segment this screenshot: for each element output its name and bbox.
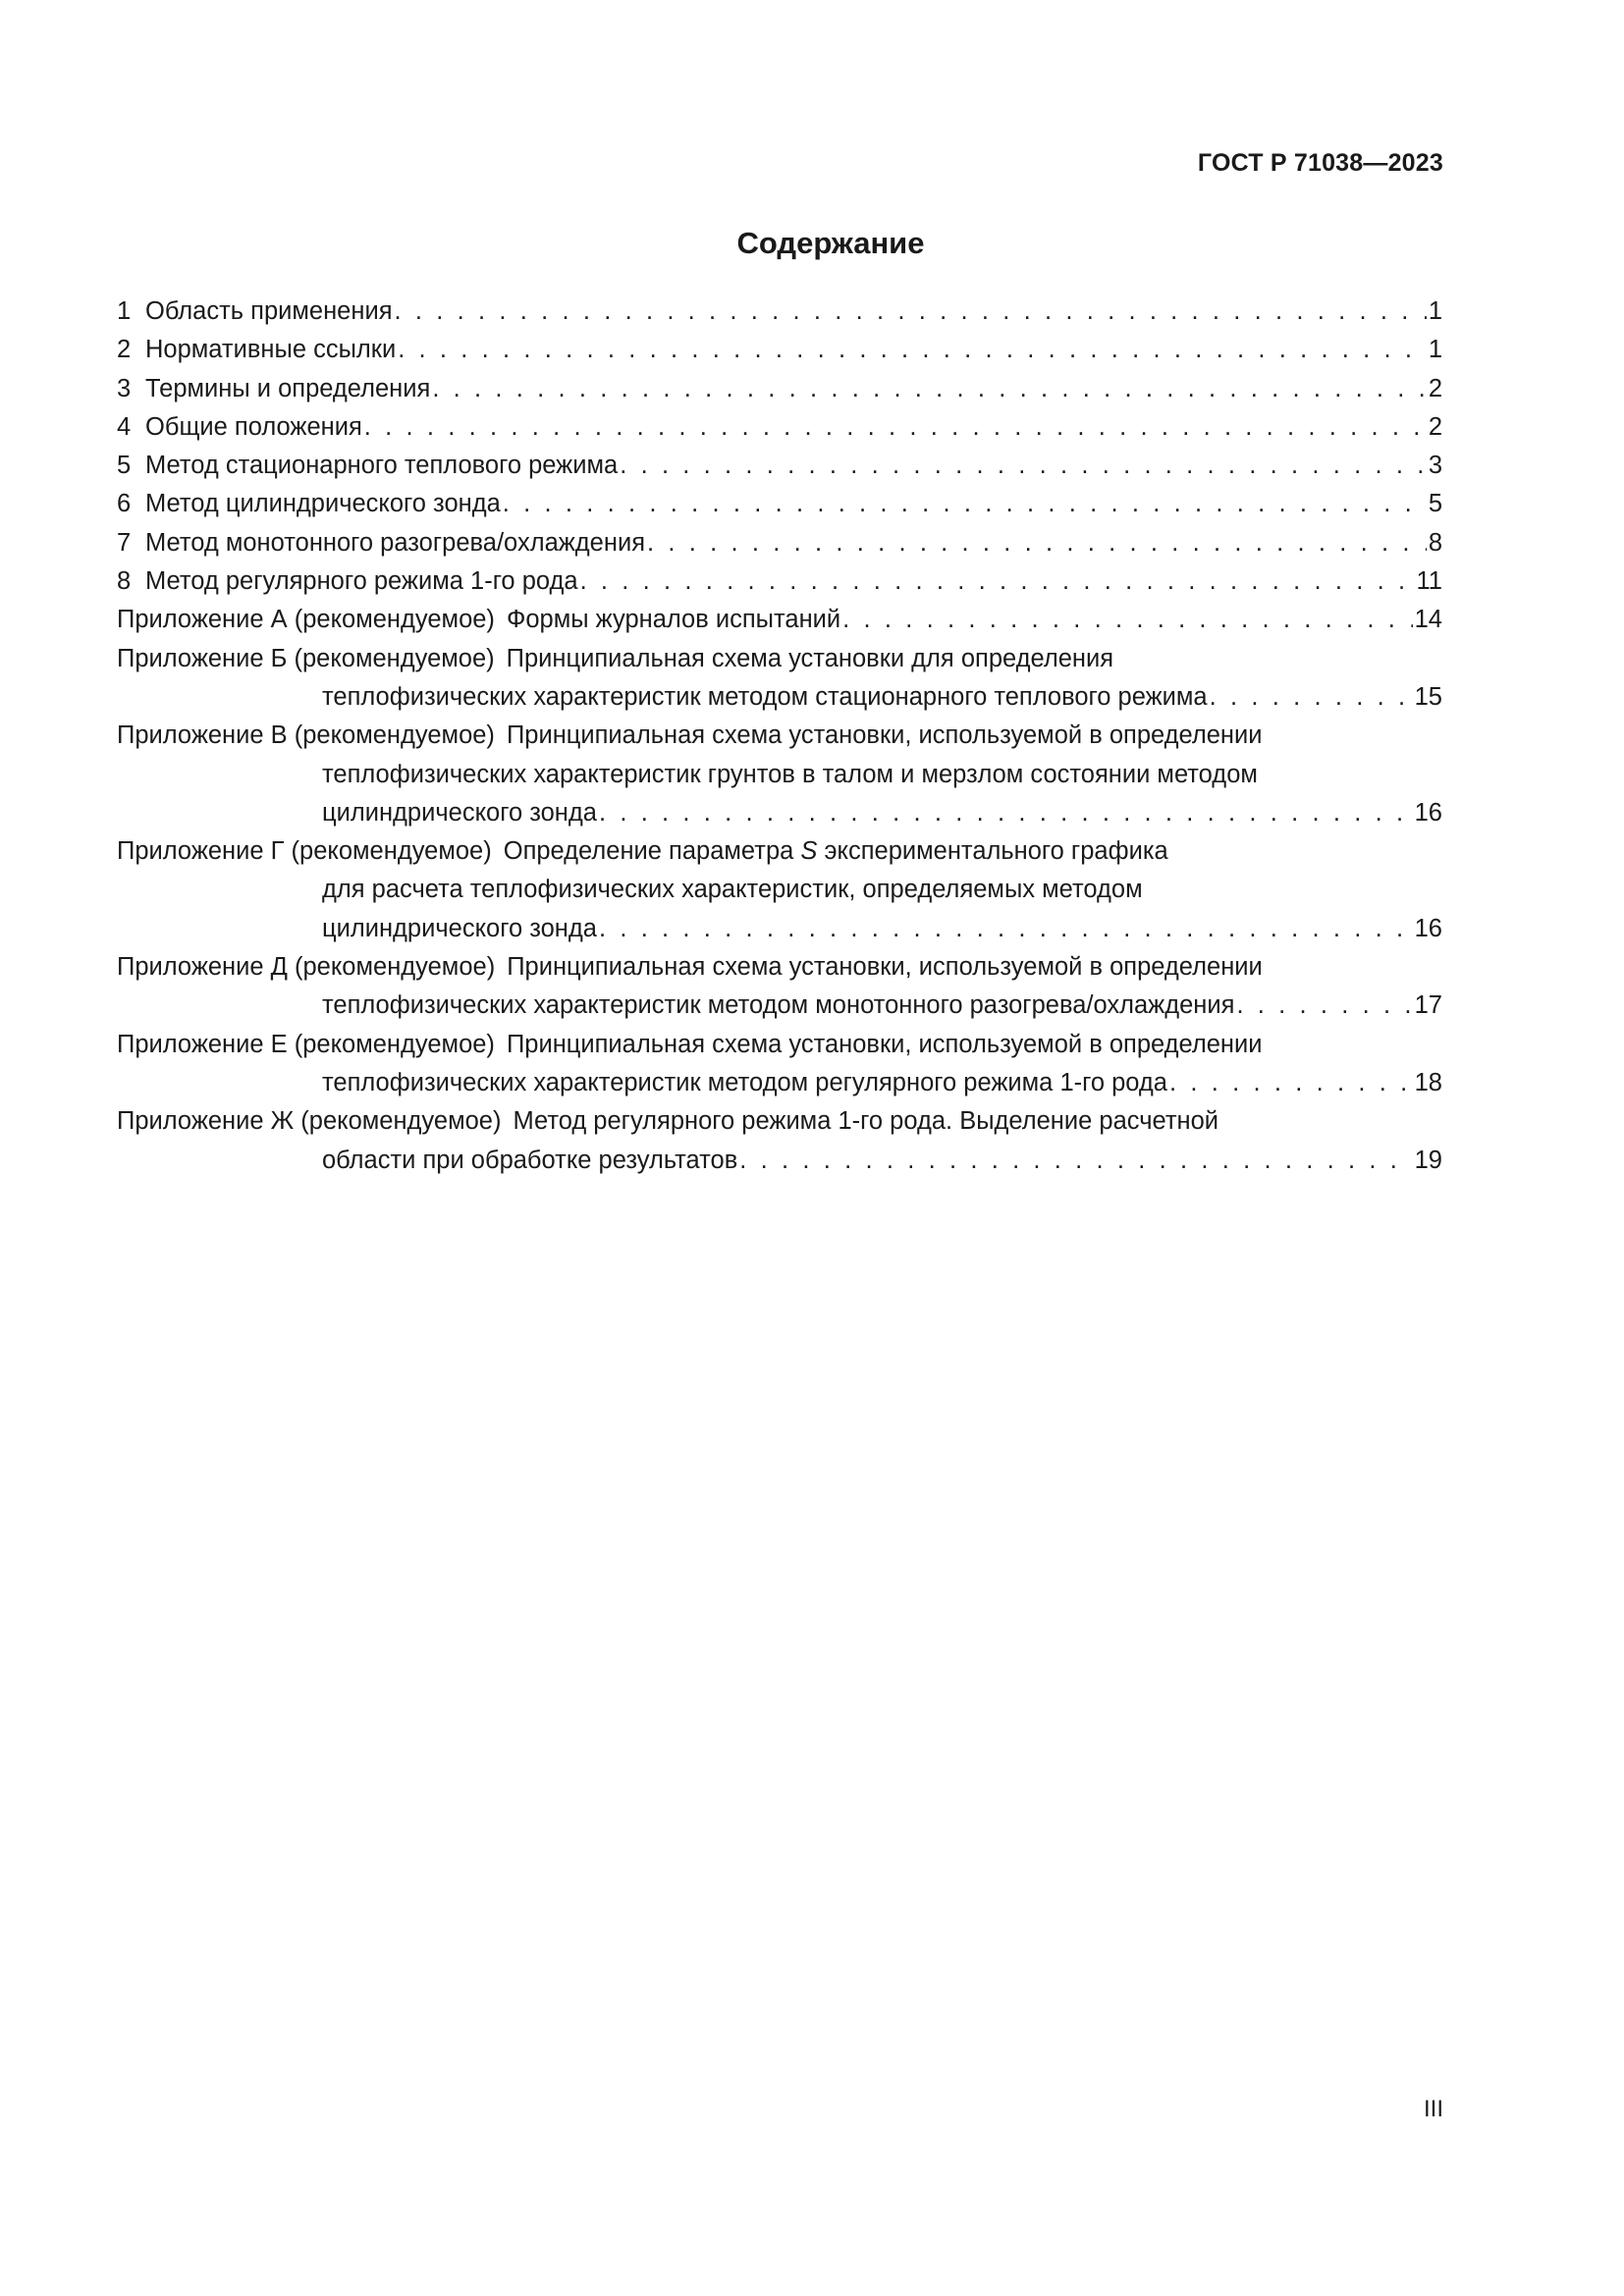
page-number: 17: [1414, 991, 1442, 1020]
appendix-title-line2: области при обработке результатов: [322, 1146, 738, 1174]
toc-entry-appendix-zh-continued[interactable]: [117, 1142, 1442, 1180]
toc-entry-section-7[interactable]: [117, 524, 1442, 562]
section-number: 4: [117, 412, 132, 441]
section-title: Термины и определения: [145, 374, 431, 402]
appendix-label: Приложение Г (рекомендуемое): [117, 837, 492, 866]
leader-dots: [432, 370, 1427, 408]
toc-entry-appendix-d-continued[interactable]: [117, 987, 1442, 1025]
leader-dots: [599, 794, 1413, 832]
page-number: 16: [1414, 798, 1442, 827]
leader-dots: [599, 910, 1413, 948]
appendix-label: Приложение Д (рекомендуемое): [117, 953, 496, 982]
toc-entry-section-6[interactable]: [117, 485, 1442, 523]
appendix-title: Формы журналов испытаний: [506, 606, 841, 634]
appendix-title-line1: Принципиальная схема установки, используемой в определении: [506, 721, 1263, 750]
appendix-title-line1-end: экспериментального графика: [817, 837, 1168, 866]
appendix-title-line1: Принципиальная схема установки для определения: [506, 644, 1114, 672]
appendix-label: Приложение Ж (рекомендуемое): [117, 1107, 502, 1136]
page-number: 1: [1428, 336, 1442, 364]
appendix-title-line2: теплофизических характеристик грунтов в талом и мерзлом состоянии методом: [322, 760, 1258, 788]
appendix-title-line3: цилиндрического зонда: [322, 798, 597, 827]
toc-entry-section-5[interactable]: [117, 447, 1442, 485]
page-number: 19: [1414, 1146, 1442, 1174]
toc-entry-section-1[interactable]: [117, 293, 1442, 331]
appendix-label: Приложение А (рекомендуемое): [117, 606, 495, 634]
section-number: 7: [117, 528, 132, 557]
appendix-title-line1: Принципиальная схема установки, используемой в определении: [507, 953, 1263, 982]
section-title: Метод монотонного разогрева/охлаждения: [145, 528, 646, 557]
leader-dots: [1169, 1064, 1413, 1102]
toc-entry-section-8[interactable]: [117, 562, 1442, 601]
toc-entry-appendix-g-line2[interactable]: [117, 871, 1442, 909]
leader-dots: [842, 601, 1412, 639]
toc-entry-appendix-d[interactable]: [117, 948, 1442, 987]
section-title: Нормативные ссылки: [145, 336, 397, 364]
appendix-title-line1: Метод регулярного режима 1-го рода. Выделение расчетной: [513, 1107, 1219, 1136]
appendix-title-line2: теплофизических характеристик методом регулярного режима 1-го рода: [322, 1068, 1167, 1096]
page-number: 8: [1428, 528, 1442, 557]
leader-dots: [580, 562, 1415, 601]
section-title: Область применения: [145, 297, 393, 325]
toc-entry-appendix-v-line3[interactable]: [117, 794, 1442, 832]
toc-entry-section-2[interactable]: [117, 331, 1442, 369]
section-number: 1: [117, 297, 132, 325]
page-number: 2: [1428, 374, 1442, 402]
document-code: ГОСТ Р 71038—2023: [1197, 149, 1443, 177]
page-number: 5: [1428, 490, 1442, 518]
toc-entry-appendix-b-continued[interactable]: [117, 678, 1442, 717]
appendix-label: Приложение Б (рекомендуемое): [117, 644, 495, 672]
appendix-title-line1-start: Определение параметра: [503, 837, 801, 866]
leader-dots: [647, 524, 1427, 562]
page-number: 3: [1428, 452, 1442, 480]
appendix-title-line2: теплофизических характеристик методом монотонного разогрева/охлаждения: [322, 991, 1235, 1020]
page-folio: III: [1423, 2096, 1443, 2122]
section-number: 2: [117, 336, 132, 364]
toc-entry-appendix-a[interactable]: [117, 601, 1442, 639]
page-number: 2: [1428, 412, 1442, 441]
leader-dots: [1236, 987, 1412, 1025]
toc-entry-appendix-zh[interactable]: [117, 1102, 1442, 1141]
appendix-title-line1: Принципиальная схема установки, используемой в определении: [506, 1030, 1263, 1058]
toc-entry-section-3[interactable]: [117, 370, 1442, 408]
toc-title: Содержание: [736, 226, 925, 260]
appendix-title-line2: теплофизических характеристик методом стационарного теплового режима: [322, 682, 1208, 711]
appendix-title-line2: для расчета теплофизических характеристик, определяемых методом: [322, 876, 1143, 904]
toc-entry-appendix-g[interactable]: [117, 832, 1442, 871]
leader-dots: [395, 293, 1427, 331]
section-number: 6: [117, 490, 132, 518]
toc-entry-appendix-e[interactable]: [117, 1026, 1442, 1064]
section-number: 5: [117, 452, 132, 480]
toc-entry-appendix-g-line3[interactable]: [117, 910, 1442, 948]
section-number: 3: [117, 374, 132, 402]
appendix-label: Приложение В (рекомендуемое): [117, 721, 495, 750]
parameter-symbol: S: [800, 837, 818, 866]
leader-dots: [620, 447, 1427, 485]
section-title: Общие положения: [145, 412, 362, 441]
page-number: 1: [1428, 297, 1442, 325]
toc-entry-appendix-v[interactable]: [117, 717, 1442, 755]
leader-dots: [503, 485, 1427, 523]
toc-entry-section-4[interactable]: [117, 408, 1442, 447]
table-of-contents: [117, 293, 1442, 1180]
appendix-label: Приложение Е (рекомендуемое): [117, 1030, 495, 1058]
page-number: 11: [1416, 567, 1442, 596]
section-title: Метод стационарного теплового режима: [145, 452, 619, 480]
section-title: Метод цилиндрического зонда: [145, 490, 501, 518]
page-number: 18: [1414, 1068, 1442, 1096]
toc-entry-appendix-e-continued[interactable]: [117, 1064, 1442, 1102]
appendix-title-line3: цилиндрического зонда: [322, 914, 597, 942]
section-title: Метод регулярного режима 1-го рода: [145, 567, 578, 596]
leader-dots: [364, 408, 1427, 447]
leader-dots: [739, 1142, 1412, 1180]
toc-entry-appendix-v-line2[interactable]: [117, 756, 1442, 794]
page-number: 14: [1414, 606, 1442, 634]
section-number: 8: [117, 567, 132, 596]
page-number: 15: [1414, 682, 1442, 711]
leader-dots: [1210, 678, 1413, 717]
toc-entry-appendix-b[interactable]: [117, 640, 1442, 678]
leader-dots: [398, 331, 1427, 369]
page-number: 16: [1414, 914, 1442, 942]
